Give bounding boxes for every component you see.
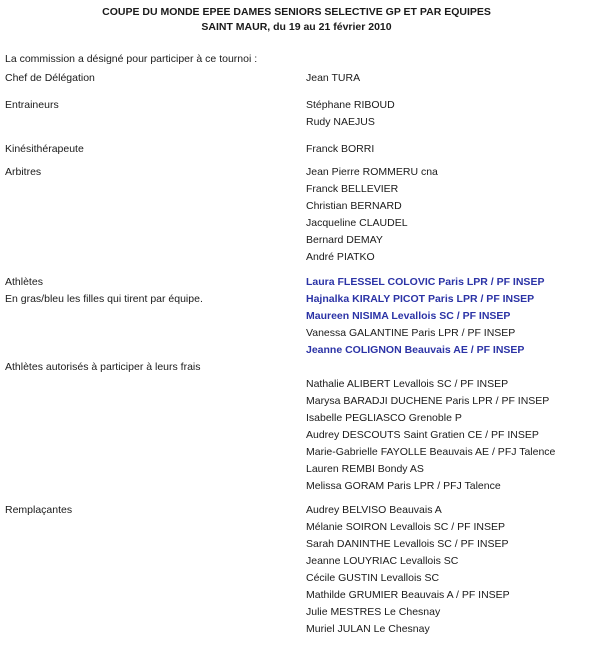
kine-name: Franck BORRI xyxy=(306,143,375,155)
athlete-autorise-name: Marysa BARADJI DUCHENE Paris LPR / PF INSEP xyxy=(306,395,550,407)
athlete-autorise-name: Nathalie ALIBERT Levallois SC / PF INSEP xyxy=(306,378,509,390)
athlete-team-name: Jeanne COLIGNON Beauvais AE / PF INSEP xyxy=(306,344,525,356)
remplacante-name: Cécile GUSTIN Levallois SC xyxy=(306,572,440,584)
athlete-team-name: Hajnalka KIRALY PICOT Paris LPR / PF INSEP xyxy=(306,293,535,305)
arbitre-name: Franck BELLEVIER xyxy=(306,183,399,195)
athlete-autorise-name: Melissa GORAM Paris LPR / PFJ Talence xyxy=(306,480,501,492)
athlete-name: Vanessa GALANTINE Paris LPR / PF INSEP xyxy=(306,327,516,339)
remplacante-name: Muriel JULAN Le Chesnay xyxy=(306,623,430,635)
athlete-autorise-name: Marie-Gabrielle FAYOLLE Beauvais AE / PFJ Talence xyxy=(306,446,556,458)
remplacante-name: Mathilde GRUMIER Beauvais A / PF INSEP xyxy=(306,589,510,601)
chef-name: Jean TURA xyxy=(306,72,361,84)
label-entraineurs: Entraineurs xyxy=(5,99,59,111)
label-remplacantes: Remplaçantes xyxy=(5,504,73,516)
athlete-autorise-name: Isabelle PEGLIASCO Grenoble P xyxy=(306,412,462,424)
intro-text: La commission a désigné pour participer à ce tournoi : xyxy=(5,53,258,65)
arbitre-name: André PIATKO xyxy=(306,251,375,263)
arbitre-name: Bernard DEMAY xyxy=(306,234,383,246)
title-line-2: SAINT MAUR, du 19 au 21 février 2010 xyxy=(201,21,392,33)
entraineur-name: Rudy NAEJUS xyxy=(306,116,375,128)
arbitre-name: Christian BERNARD xyxy=(306,200,402,212)
remplacante-name: Mélanie SOIRON Levallois SC / PF INSEP xyxy=(306,521,505,533)
label-kinesitherapeute: Kinésithérapeute xyxy=(5,143,84,155)
remplacante-name: Audrey BELVISO Beauvais A xyxy=(306,504,442,516)
label-athletes: Athlètes xyxy=(5,276,43,288)
athlete-team-name: Maureen NISIMA Levallois SC / PF INSEP xyxy=(306,310,511,322)
entraineur-name: Stéphane RIBOUD xyxy=(306,99,395,111)
athlete-autorise-name: Audrey DESCOUTS Saint Gratien CE / PF INSEP xyxy=(306,429,539,441)
label-arbitres: Arbitres xyxy=(5,166,42,178)
label-athletes-autorises: Athlètes autorisés à participer à leurs frais xyxy=(5,361,201,373)
athletes-team-note: En gras/bleu les filles qui tirent par équipe. xyxy=(5,293,203,305)
athlete-autorise-name: Lauren REMBI Bondy AS xyxy=(306,463,424,475)
title-line-1: COUPE DU MONDE EPEE DAMES SENIORS SELECTIVE GP ET PAR EQUIPES xyxy=(102,6,491,18)
label-chef-delegation: Chef de Délégation xyxy=(5,72,95,84)
remplacante-name: Jeanne LOUYRIAC Levallois SC xyxy=(306,555,459,567)
arbitre-name: Jacqueline CLAUDEL xyxy=(306,217,408,229)
remplacante-name: Sarah DANINTHE Levallois SC / PF INSEP xyxy=(306,538,509,550)
athlete-team-name: Laura FLESSEL COLOVIC Paris LPR / PF INSEP xyxy=(306,276,545,288)
remplacante-name: Julie MESTRES Le Chesnay xyxy=(306,606,441,618)
arbitre-name: Jean Pierre ROMMERU cna xyxy=(306,166,438,178)
